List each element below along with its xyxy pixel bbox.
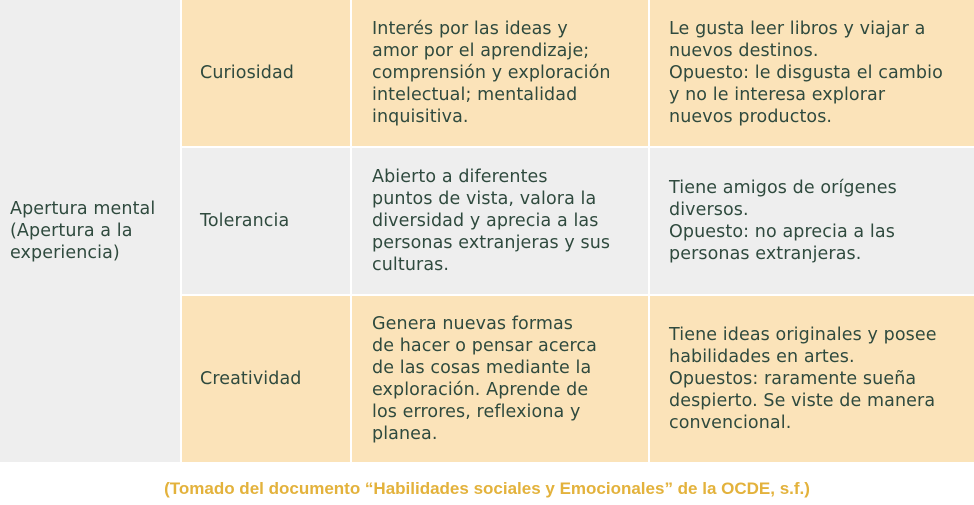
- trait-cell-creatividad: [182, 296, 350, 462]
- example-cell-curiosidad: [650, 0, 974, 146]
- category-cell: [0, 0, 180, 462]
- trait-cell-tolerancia: [182, 148, 350, 294]
- description-text: Abierto a diferentes puntos de vista, valora la diversidad y aprecia a las personas extranjeras y sus culturas.: [372, 167, 611, 275]
- trait-label: Tolerancia: [200, 211, 290, 231]
- description-cell-creatividad: [352, 296, 648, 462]
- source-caption: (Tomado del documento “Habilidades sociales y Emocionales” de la OCDE, s.f.): [164, 479, 810, 498]
- description-text: Genera nuevas formas de hacer o pensar acerca de las cosas mediante la exploración. Aprende de los errores, reflexiona y planea.: [372, 314, 597, 444]
- trait-label: Creatividad: [200, 369, 302, 389]
- example-text: Tiene ideas originales y posee habilidades en artes. Opuestos: raramente sueña despierto. Se viste de manera convencional.: [669, 325, 937, 433]
- example-text: Tiene amigos de orígenes diversos. Opuesto: no aprecia a las personas extranjeras.: [669, 178, 897, 264]
- description-cell-curiosidad: [352, 0, 648, 146]
- example-cell-creatividad: [650, 296, 974, 462]
- trait-label: Curiosidad: [200, 63, 294, 83]
- description-cell-tolerancia: [352, 148, 648, 294]
- example-cell-tolerancia: [650, 148, 974, 294]
- category-label: Apertura mental (Apertura a la experiencia): [10, 199, 156, 263]
- trait-cell-curiosidad: [182, 0, 350, 146]
- example-text: Le gusta leer libros y viajar a nuevos destinos. Opuesto: le disgusta el cambio y no le interesa explorar nuevos productos.: [669, 19, 943, 127]
- description-text: Interés por las ideas y amor por el aprendizaje; comprensión y exploración intelectual; mentalidad inquisitiva.: [372, 19, 611, 127]
